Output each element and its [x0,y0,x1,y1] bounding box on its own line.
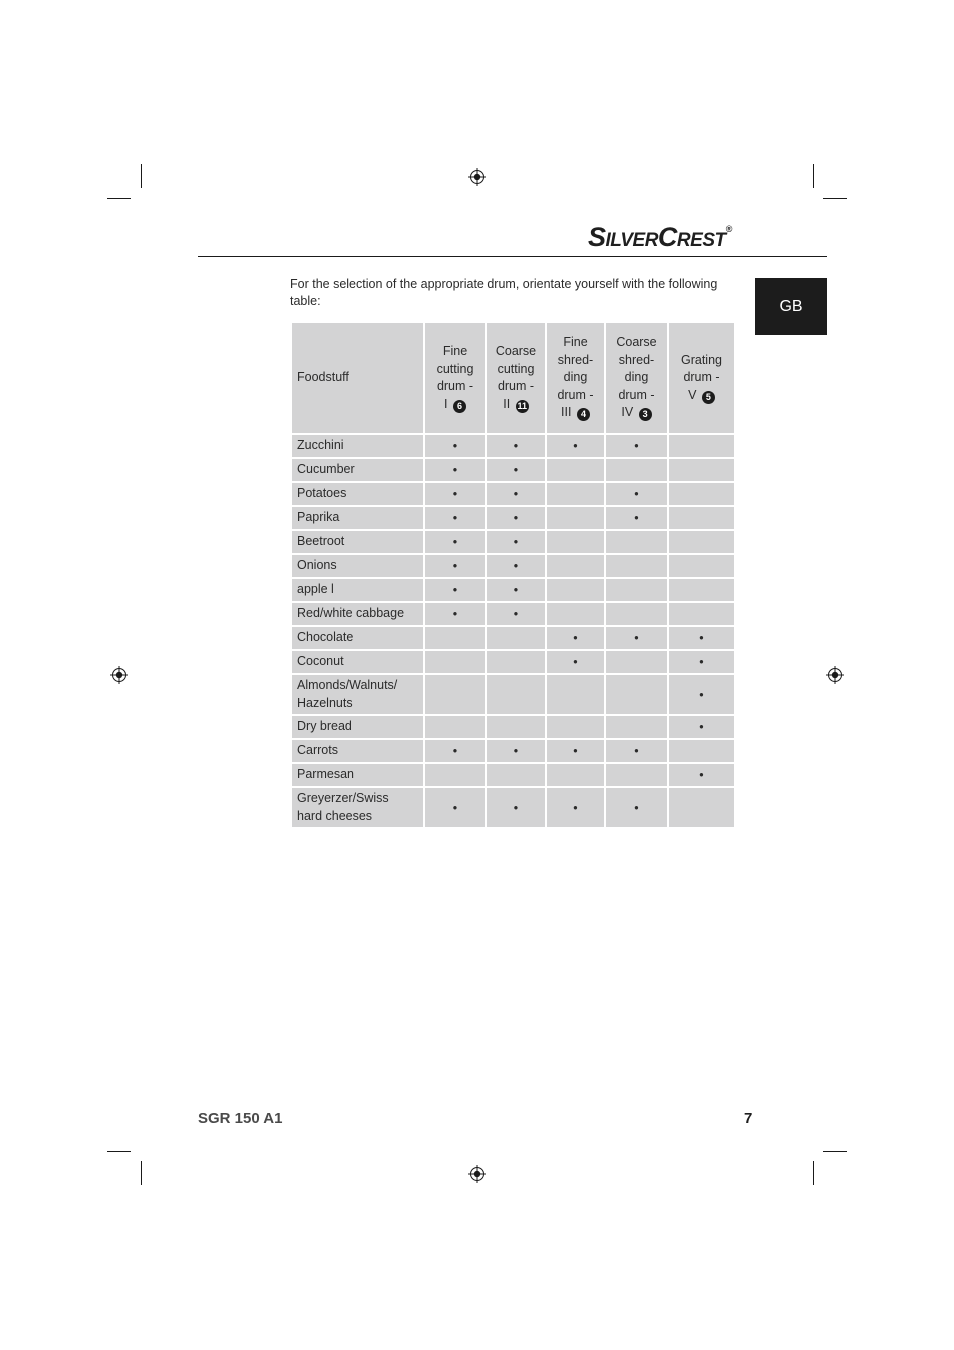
suitability-mark-cell: • [668,763,735,787]
drum-roman-numeral: I [444,396,448,411]
suitability-mark-cell [486,650,546,674]
column-header-drum [605,322,668,434]
foodstuff-cell [291,674,424,715]
suitability-mark-cell [486,626,546,650]
suitability-mark-cell [605,715,668,739]
suitability-mark-cell: • [668,715,735,739]
foodstuff-cell: Onions [291,554,424,578]
suitability-mark-cell: • [486,434,546,458]
header-text: ding [624,370,649,385]
page-number: 7 [744,1110,753,1127]
language-tab: GB [755,278,827,335]
foodstuff-text: Greyerzer/Swiss [297,791,389,805]
suitability-mark-cell: • [486,482,546,506]
table-row [291,602,735,626]
header-text: cutting [436,361,474,376]
suitability-mark-cell: • [486,458,546,482]
suitability-mark-cell [546,715,605,739]
suitability-mark-cell: • [424,602,486,626]
header-drum-id [425,396,485,414]
suitability-mark-cell: • [605,626,668,650]
header-text: Grating [681,352,722,367]
suitability-mark-cell: • [546,434,605,458]
suitability-mark-cell [668,602,735,626]
suitability-mark-cell [546,458,605,482]
crop-mark [823,1151,847,1152]
header-drum-id [547,404,604,422]
table-row [291,674,735,715]
suitability-mark-cell [605,602,668,626]
crop-mark [813,164,814,188]
model-number: SGR 150 A1 [198,1110,283,1127]
suitability-mark-cell [486,674,546,715]
header-text: cutting [497,361,535,376]
crop-mark [141,164,142,188]
registration-mark-icon [110,666,128,684]
table-row [291,650,735,674]
suitability-mark-cell: • [424,739,486,763]
crop-mark [823,198,847,199]
suitability-mark-cell [605,578,668,602]
suitability-mark-cell [546,554,605,578]
suitability-mark-cell [668,458,735,482]
suitability-mark-cell [668,787,735,828]
suitability-mark-cell [668,530,735,554]
header-text: shred- [618,352,655,367]
suitability-mark-cell [424,674,486,715]
table-header-row [291,322,735,434]
suitability-mark-cell: • [486,554,546,578]
silvercrest-logo: SILVERCREST® [588,222,732,252]
table-row [291,506,735,530]
suitability-mark-cell: • [668,674,735,715]
suitability-mark-cell [486,763,546,787]
suitability-mark-cell: • [605,434,668,458]
foodstuff-cell: Beetroot [291,530,424,554]
suitability-mark-cell: • [424,458,486,482]
suitability-mark-cell [605,650,668,674]
foodstuff-cell [291,787,424,828]
part-number-badge: 4 [577,408,590,421]
suitability-mark-cell [668,506,735,530]
suitability-mark-cell: • [605,739,668,763]
foodstuff-cell: Potatoes [291,482,424,506]
suitability-mark-cell [668,554,735,578]
drum-roman-numeral: IV [621,405,634,420]
crop-mark [107,1151,131,1152]
suitability-mark-cell: • [424,530,486,554]
column-header-foodstuff [291,322,424,434]
suitability-mark-cell [668,434,735,458]
table-row [291,482,735,506]
foodstuff-text: Almonds/Walnuts/ [297,678,398,692]
header-text: Fine [563,335,588,350]
crop-mark [813,1161,814,1185]
table-row [291,739,735,763]
suitability-mark-cell: • [424,434,486,458]
suitability-mark-cell [668,578,735,602]
suitability-mark-cell: • [424,787,486,828]
registration-mark-icon [468,168,486,186]
suitability-mark-cell: • [486,506,546,530]
foodstuff-cell: Carrots [291,739,424,763]
table-row [291,763,735,787]
suitability-mark-cell [546,506,605,530]
table-row [291,434,735,458]
header-text: drum - [497,379,535,393]
suitability-mark-cell: • [546,626,605,650]
header-rule [198,256,827,257]
suitability-mark-cell: • [486,739,546,763]
header-text: drum - [618,387,655,402]
drum-roman-numeral: III [561,405,572,420]
table-row [291,554,735,578]
suitability-mark-cell [546,482,605,506]
suitability-mark-cell: • [546,739,605,763]
column-header-drum [486,322,546,434]
header-drum-id [669,387,734,405]
header-text: shred- [557,352,594,367]
suitability-mark-cell: • [546,650,605,674]
foodstuff-cell: Parmesan [291,763,424,787]
suitability-mark-cell: • [486,602,546,626]
suitability-mark-cell: • [546,787,605,828]
part-number-badge: 11 [517,400,527,411]
table-row [291,626,735,650]
column-header-drum [668,322,735,434]
suitability-mark-cell: • [424,506,486,530]
suitability-mark-cell [486,715,546,739]
suitability-mark-cell: • [424,578,486,602]
header-text: Fine [442,344,468,358]
column-header-drum [546,322,605,434]
header-text: drum - [436,379,474,393]
suitability-mark-cell [605,458,668,482]
foodstuff-cell: Red/white cabbage [291,602,424,626]
table-row [291,530,735,554]
foodstuff-cell: Dry bread [291,715,424,739]
foodstuff-text: Hazelnuts [297,695,353,710]
suitability-mark-cell [605,530,668,554]
suitability-mark-cell [424,763,486,787]
registration-mark-icon [826,666,844,684]
crop-mark [141,1161,142,1185]
table-row [291,578,735,602]
header-text: Foodstuff [297,370,349,385]
suitability-mark-cell [546,530,605,554]
suitability-mark-cell: • [668,650,735,674]
suitability-mark-cell [668,482,735,506]
suitability-mark-cell: • [605,482,668,506]
suitability-mark-cell [668,739,735,763]
suitability-mark-cell: • [605,787,668,828]
table-row [291,458,735,482]
suitability-mark-cell [424,626,486,650]
part-number-badge: 6 [453,400,466,413]
crop-mark [107,198,131,199]
header-drum-id [487,396,545,414]
header-text: ding [563,370,588,385]
suitability-mark-cell: • [668,626,735,650]
header-text: Coarse [495,344,537,358]
table-row [291,715,735,739]
foodstuff-cell: apple l [291,578,424,602]
suitability-mark-cell [546,602,605,626]
suitability-mark-cell: • [605,506,668,530]
suitability-mark-cell [424,715,486,739]
part-number-badge: 3 [639,408,652,421]
registration-mark-icon [468,1165,486,1183]
suitability-mark-cell [605,763,668,787]
suitability-mark-cell: • [424,482,486,506]
header-text: Coarse [616,335,657,350]
table-row [291,787,735,828]
foodstuff-cell: Chocolate [291,626,424,650]
suitability-mark-cell: • [486,578,546,602]
foodstuff-cell: Paprika [291,506,424,530]
suitability-mark-cell [424,650,486,674]
suitability-mark-cell: • [424,554,486,578]
suitability-mark-cell [605,554,668,578]
suitability-mark-cell: • [486,530,546,554]
suitability-mark-cell [546,763,605,787]
column-header-drum [424,322,486,434]
drum-roman-numeral: V [688,387,697,402]
foodstuff-text: hard cheeses [297,808,373,823]
suitability-mark-cell: • [486,787,546,828]
drum-roman-numeral: II [503,396,511,411]
part-number-badge: 5 [702,391,715,404]
suitability-mark-cell [605,674,668,715]
foodstuff-cell: Cucumber [291,458,424,482]
drum-selection-table [290,321,736,829]
intro-text: For the selection of the appropriate drum, orientate yourself with the following table: [290,277,718,308]
header-text: drum - [683,370,720,385]
header-drum-id [606,404,667,422]
foodstuff-cell: Coconut [291,650,424,674]
suitability-mark-cell [546,578,605,602]
foodstuff-cell: Zucchini [291,434,424,458]
header-text: drum - [557,387,594,402]
suitability-mark-cell [546,674,605,715]
